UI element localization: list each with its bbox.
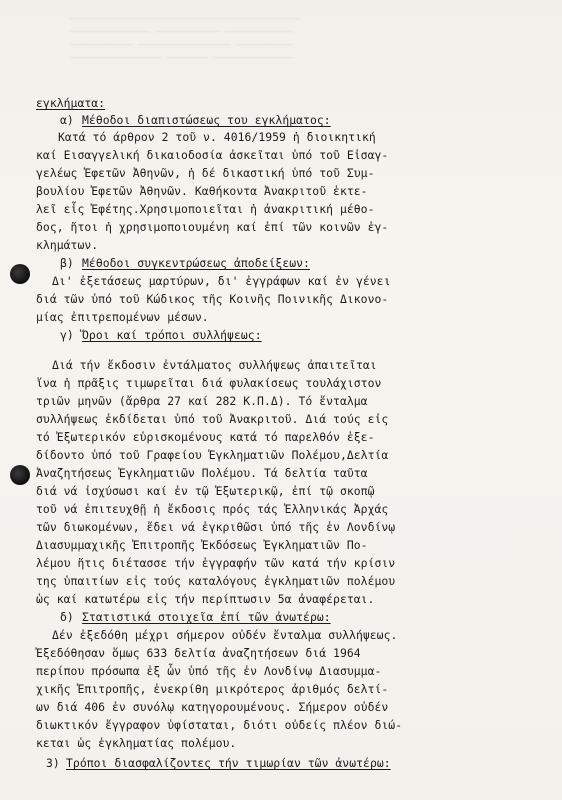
para-a-line: δος, ἤτοι ἡ χρησιμοποιουμένη καί ἐπί τῶν κοινῶν ἐγ-: [36, 220, 389, 234]
para-d-line: ων διά 406 ἐν συνόλῳ κατηγορουμένους. Σήμερον οὐδέν: [36, 700, 389, 714]
section-b-label: β): [60, 256, 74, 270]
para-c-line: τριῶν μηνῶν (ἄρθρα 27 καί 282 Κ.Π.Δ). Τό ἔνταλμα: [36, 394, 368, 408]
section-3-label: 3): [46, 756, 60, 770]
para-c-line: ἵνα ἡ πρᾶξις τιμωρεῖται διά φυλακίσεως τουλάχιστον: [36, 376, 382, 390]
para-a-line: καί Εισαγγελική δικαιοδοσία ἀσκεῖται ὑπό τοῦ Εἰσαγ-: [36, 148, 389, 162]
para-c-line: τῶν διωκομένων, ἔδει νά ἐγκριθῶσι ὑπό τῆς ἐν Λονδίνῳ: [36, 520, 396, 534]
section-d-title: Στατιστικά στοιχεῖα ἐπί τῶν ἀνωτέρω:: [82, 610, 331, 624]
para-c-line: τοῦ νά ἐπιτευχθῇ ἡ ἔκδοσις πρός τάς Ἑλληνικάς Ἀρχάς: [36, 502, 389, 516]
para-c-line: Διασυμμαχικῆς Ἐπιτροπῆς Ἐκδόσεως Ἐγκληματιῶν Πο-: [36, 538, 368, 552]
section-c-label: γ): [60, 328, 74, 342]
section-c-title: Ὅροι καί τρόποι συλλήψεως:: [82, 328, 262, 342]
section-d-label: δ): [60, 610, 74, 624]
heading: εγκλήματα:: [36, 96, 106, 110]
para-d-line: περίπου πρόσωπα ἐξ ὧν ὑπό τῆς ἐν Λονδίνῳ Διασυμμα-: [36, 664, 382, 678]
para-c-line: διά νά ἰσχύσωσι καί ἐν τῷ Ἐξωτερικῷ, ἐπί τῷ σκοπῷ: [36, 484, 375, 498]
para-b-line: διά τῶν ὑπό τοῦ Κώδικος τῆς Κοινῆς Ποινικῆς Δικονο-: [36, 292, 389, 306]
para-a-line: βουλίου Ἐφετῶν Ἀθηνῶν. Καθήκοντα Ἀνακριτοῦ ἐκτε-: [36, 184, 368, 198]
para-d-line: διωκτικόν ἔγγραφον ὑφίσταται, διότι οὐδείς πλέον διώ-: [36, 718, 403, 732]
section-3-title: Τρόποι διασφαλίζοντες τήν τιμωρίαν τῶν ἀνωτέρω:: [66, 756, 391, 770]
para-a-line: Κατά τό άρθρον 2 τοῦ ν. 4016/1959 ἡ διοικητική: [58, 130, 376, 144]
para-c-line: Ἀναζητήσεως Ἐγκληματιῶν Πολέμου. Τά δελτία ταῦτα: [36, 466, 368, 480]
para-c-line: της ὑπαιτίων εἰς τούς καταλόγους ἐγκληματιῶν πολέμου: [36, 574, 396, 588]
para-a-line: λεῖ εἷς Ἐφέτης.Χρησιμοποιεῖται ἡ ἀνακριτική μέθο-: [36, 202, 375, 216]
para-c-line: συλλήψεως ἐκδίδεται ὑπό τοῦ Ἀνακριτοῦ. Διά τούς εἰς: [36, 412, 389, 426]
section-a-title: Μέθοδοι διαπιστώσεως του εγκλήματος:: [82, 113, 331, 127]
section-b-title: Μέθοδοι συγκεντρώσεως ἀποδείξεων:: [82, 256, 310, 270]
para-d-line: Δέν ἐξεδόθη μέχρι σήμερον οὐδέν ἔνταλμα συλλήψεως.: [52, 628, 398, 642]
para-c-line: τό Ἐξωτερικόν εὑρισκομένους κατά τό παρελθόν ἐξε-: [36, 430, 375, 444]
para-a-line: κλημάτων.: [36, 238, 99, 252]
para-b-line: Δι' ἐξετάσεως μαρτύρων, δι' ἐγγράφων καί ἐν γένει: [52, 274, 391, 288]
punch-hole-bottom: [10, 465, 30, 485]
para-d-line: κεται ὡς ἐγκληματίας πολέμου.: [36, 736, 237, 750]
para-d-line: χικῆς Ἐπιτροπῆς, ἐνεκρίθη μικρότερος ἀριθμός δελτί-: [36, 682, 389, 696]
para-c-line: λέμου ἥτις διέτασσε τήν ἐγγραφήν τῶν κατά τήν κρίσιν: [36, 556, 396, 570]
para-b-line: μίας ἐπιτρεπομένων μέσων.: [36, 310, 209, 324]
para-c-line: ὡς καί κατωτέρω εἰς τήν περίπτωσιν 5α ἀναφέρεται.: [36, 592, 375, 606]
bleed-through-text: ──────────────────────────────────────── ────────────── ─────────── ──────────── ─────────── ──────────────── ────────── ──────────────── ─────── ──────────────: [70, 14, 299, 64]
para-d-line: Ἐξεδόθησαν ὅμως 633 δελτία ἀναζητήσεων διά 1964: [36, 646, 361, 660]
para-c-line: Διά τήν ἔκδοσιν ἐντάλματος συλλήψεως ἀπαιτεῖται: [52, 358, 377, 372]
para-a-line: γελέως Ἐφετῶν Ἀθηνῶν, ἡ δέ δικαστική ὑπό τοῦ Συμ-: [36, 166, 375, 180]
section-a-label: α): [60, 113, 74, 127]
para-c-line: δίδοντο ὑπό τοῦ Γραφείου Ἐγκληματιῶν Πολέμου,Δελτία: [36, 448, 389, 462]
punch-hole-top: [10, 264, 30, 284]
